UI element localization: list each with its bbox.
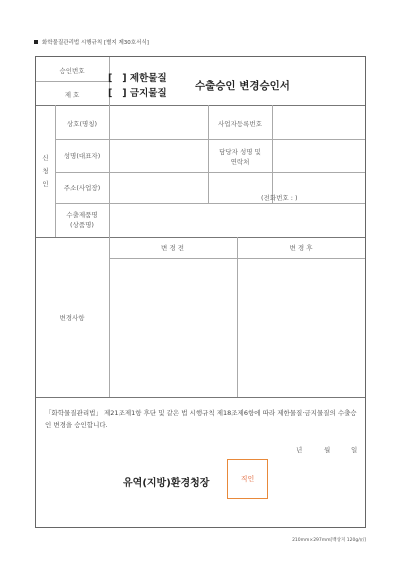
product-name-label-line1: 수출제품명 — [66, 211, 98, 219]
rule-row3 — [55, 203, 365, 204]
number-label: 제 호 — [64, 91, 80, 99]
official-seal-box — [227, 459, 268, 499]
rule-applicant-bottom — [36, 237, 365, 238]
rule-row1 — [55, 139, 365, 140]
before-change-label: 변 경 전 — [161, 244, 184, 252]
date-month-label: 월 — [324, 446, 331, 454]
restricted-substance-option: [ ] 제한물질 — [108, 73, 167, 84]
document-title: 수출승인 변경승인서 — [195, 80, 290, 92]
bullet-square-icon — [34, 40, 38, 44]
contact-person-label-line1: 담당자 성명 및 — [219, 148, 261, 156]
date-year-label: 년 — [296, 446, 303, 454]
business-registration-label: 사업자등록번호 — [218, 120, 262, 128]
form-reference-text: 화학물질관리법 시행규칙 [별지 제30호서식] — [42, 40, 149, 46]
applicant-label-1: 신 — [42, 154, 49, 162]
approval-number-label: 승인번호 — [59, 67, 85, 75]
applicant-label-2: 청 — [42, 167, 49, 175]
rule-title-bottom — [36, 105, 365, 106]
rule-approval-split — [36, 81, 109, 82]
product-name-label-line2: (상품명) — [70, 221, 94, 229]
rule-col-mid2 — [272, 105, 273, 203]
rule-changes-bottom — [36, 397, 365, 398]
address-label: 주소(사업장) — [63, 184, 101, 192]
rule-col-before-after — [237, 237, 238, 397]
seal-label: 직인 — [240, 475, 255, 483]
form-reference — [34, 38, 149, 46]
approval-statement: 「화학물질관리법」 제21조제1항 후단 및 같은 법 시행규칙 제18조제6항에 따라 제한물질·금지물질의 수출승인 변경을 승인합니다. — [45, 409, 357, 429]
applicant-label-3: 인 — [42, 180, 49, 188]
contact-person-label-line2: 연락처 — [230, 158, 250, 166]
issuing-authority: 유역(지방)환경청장 — [123, 478, 210, 489]
paper-size-note: 210mm×297mm[백상지 120g/㎡] — [292, 538, 366, 543]
date-day-label: 일 — [351, 446, 358, 454]
trade-name-label: 상호(명칭) — [66, 120, 98, 128]
rule-col-change-label — [109, 237, 110, 397]
after-change-label: 변 경 후 — [289, 244, 313, 252]
phone-number-field: (전화번호 : ) — [261, 194, 298, 202]
prohibited-substance-option: [ ] 금지물질 — [108, 88, 167, 99]
rule-row2 — [55, 172, 365, 173]
rule-col-label — [109, 57, 110, 237]
changes-label: 변경사항 — [59, 314, 85, 322]
representative-name-label: 성명(대표자) — [63, 152, 101, 160]
